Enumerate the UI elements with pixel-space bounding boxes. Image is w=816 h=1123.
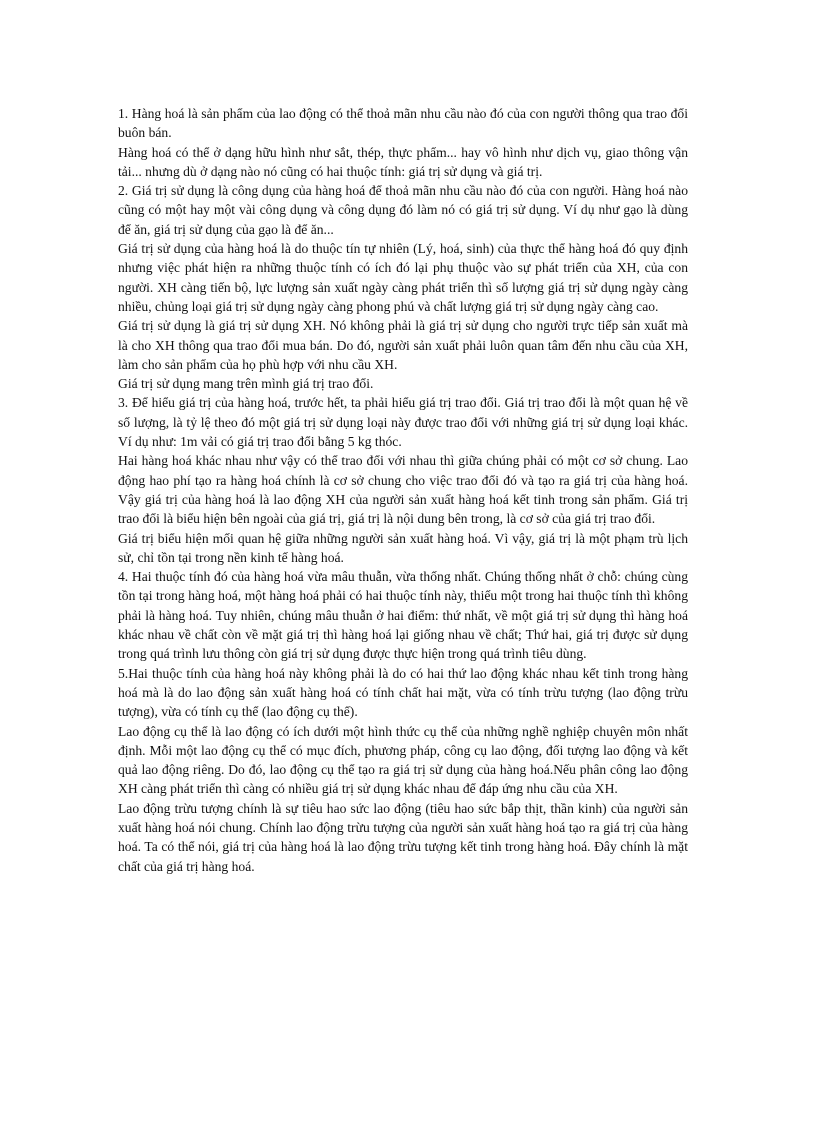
paragraph-7: 3. Để hiểu giá trị của hàng hoá, trước hết, ta phải hiểu giá trị trao đổi. Giá trị trao đổi là một quan hệ về số lượng, là tỷ lệ theo đó một giá trị sử dụng loại này được trao đổi với những giá trị sử dụng loại khác. Ví dụ như: 1m vải có giá trị trao đổi bằng 5 kg thóc. xyxy=(118,395,688,450)
paragraph-11: 5.Hai thuộc tính của hàng hoá này không phải là do có hai thứ lao động khác nhau kết tinh trong hàng hoá mà là do lao động sản xuất hàng hoá có tính chất hai mặt, vừa có tính trừu tượng (lao động trừu tượng), vừa có tính cụ thể (lao động cụ thể). xyxy=(118,665,688,720)
paragraph-12: Lao động cụ thể là lao động có ích dưới một hình thức cụ thể của những nghề nghiệp chuyên môn nhất định. Mỗi một lao động cụ thể có mục đích, phương pháp, công cụ lao động, đối tượng lao động và kết quả lao động riêng. Do đó, lao động cụ thể tạo ra giá trị sử dụng của hàng hoá.Nếu phân công lao động XH càng phát triển thì càng có nhiều giá trị sử dụng khác nhau để đáp ứng nhu cầu của XH. xyxy=(118,723,688,797)
paragraph-5: Giá trị sử dụng là giá trị sử dụng XH. Nó không phải là giá trị sử dụng cho người trực tiếp sản xuất mà là cho XH thông qua trao đổi mua bán. Do đó, người sản xuất phải luôn quan tâm đến nhu cầu của XH, làm cho sản phẩm của họ phù hợp với nhu cầu XH. xyxy=(118,318,688,372)
paragraph-6: Giá trị sử dụng mang trên mình giá trị trao đổi. xyxy=(118,376,374,392)
paragraph-4: Giá trị sử dụng của hàng hoá là do thuộc tín tự nhiên (Lý, hoá, sinh) của thực thể hàng hoá đó quy định nhưng việc phát hiện ra những thuộc tính có ích đó lại phụ thuộc vào sự phát triển của XH, của con người. XH càng tiến bộ, lực lượng sản xuất ngày càng phát triển thì số lượng giá trị sử dụng ngày càng nhiều, chủng loại giá trị sử dụng ngày càng phong phú và chất lượng giá trị sử dụng ngày càng cao. xyxy=(118,241,688,314)
paragraph-2: Hàng hoá có thể ở dạng hữu hình như sắt, thép, thực phẩm... hay vô hình như dịch vụ, giao thông vận tải... nhưng dù ở dạng nào nó cũng có hai thuộc tính: giá trị sử dụng và giá trị. xyxy=(118,144,688,179)
paragraph-3: 2. Giá trị sử dụng là công dụng của hàng hoá để thoả mãn nhu cầu nào đó của con người. Hàng hoá nào cũng có một hay một vài công dụng và công dụng đó làm nó có giá trị sử dụng. Ví dụ như gạo là dùng để ăn, giá trị sử dụng của gạo là để ăn... xyxy=(118,183,688,237)
paragraph-10: 4. Hai thuộc tính đó của hàng hoá vừa mâu thuẫn, vừa thống nhất. Chúng thống nhất ở chỗ: chúng cùng tồn tại trong hàng hoá, một hàng hoá phải có hai thuộc tính này, thiếu một trong hai thuộc tính thì không phải là hàng hoá. Tuy nhiên, chúng mâu thuẫn ở hai điểm: thứ nhất, về một giá trị sử dụng thì hàng hoá khác nhau về chất còn về mặt giá trị thì hàng hoá lại giống nhau về chất; Thứ hai, giá trị được sử dụng trong quá trình lưu thông còn giá trị sử dụng được thực hiện trong quá trình tiêu dùng. xyxy=(118,569,688,662)
paragraph-9: Giá trị biểu hiện mối quan hệ giữa những người sản xuất hàng hoá. Vì vậy, giá trị là một phạm trù lịch sử, chỉ tồn tại trong nền kinh tế hàng hoá. xyxy=(118,530,688,565)
paragraph-8: Hai hàng hoá khác nhau như vậy có thể trao đổi với nhau thì giữa chúng phải có một cơ sở chung. Lao động hao phí tạo ra hàng hoá chính là cơ sở chung cho việc trao đổi đó và tạo ra giá trị của hàng hoá. Vậy giá trị của hàng hoá là lao động XH của người sản xuất hàng hoá kết tinh trong sản phẩm. Giá trị trao đổi là biểu hiện bên ngoài của giá trị, giá trị là nội dung bên trong, là cơ sở của giá trị trao đổi. xyxy=(118,453,688,527)
document-body xyxy=(118,104,688,876)
paragraph-13: Lao động trừu tượng chính là sự tiêu hao sức lao động (tiêu hao sức bắp thịt, thần kinh) của người sản xuất hàng hoá nói chung. Chính lao động trừu tượng của người sản xuất hàng hoá tạo ra giá trị của hàng hoá. Ta có thể nói, giá trị của hàng hoá là lao động trừu tượng kết tinh trong hàng hoá. Đây chính là mặt chất của giá trị hàng hoá. xyxy=(118,800,688,874)
paragraph-1: 1. Hàng hoá là sản phẩm của lao động có thể thoả mãn nhu cầu nào đó của con người thông qua trao đổi buôn bán. xyxy=(118,106,688,141)
